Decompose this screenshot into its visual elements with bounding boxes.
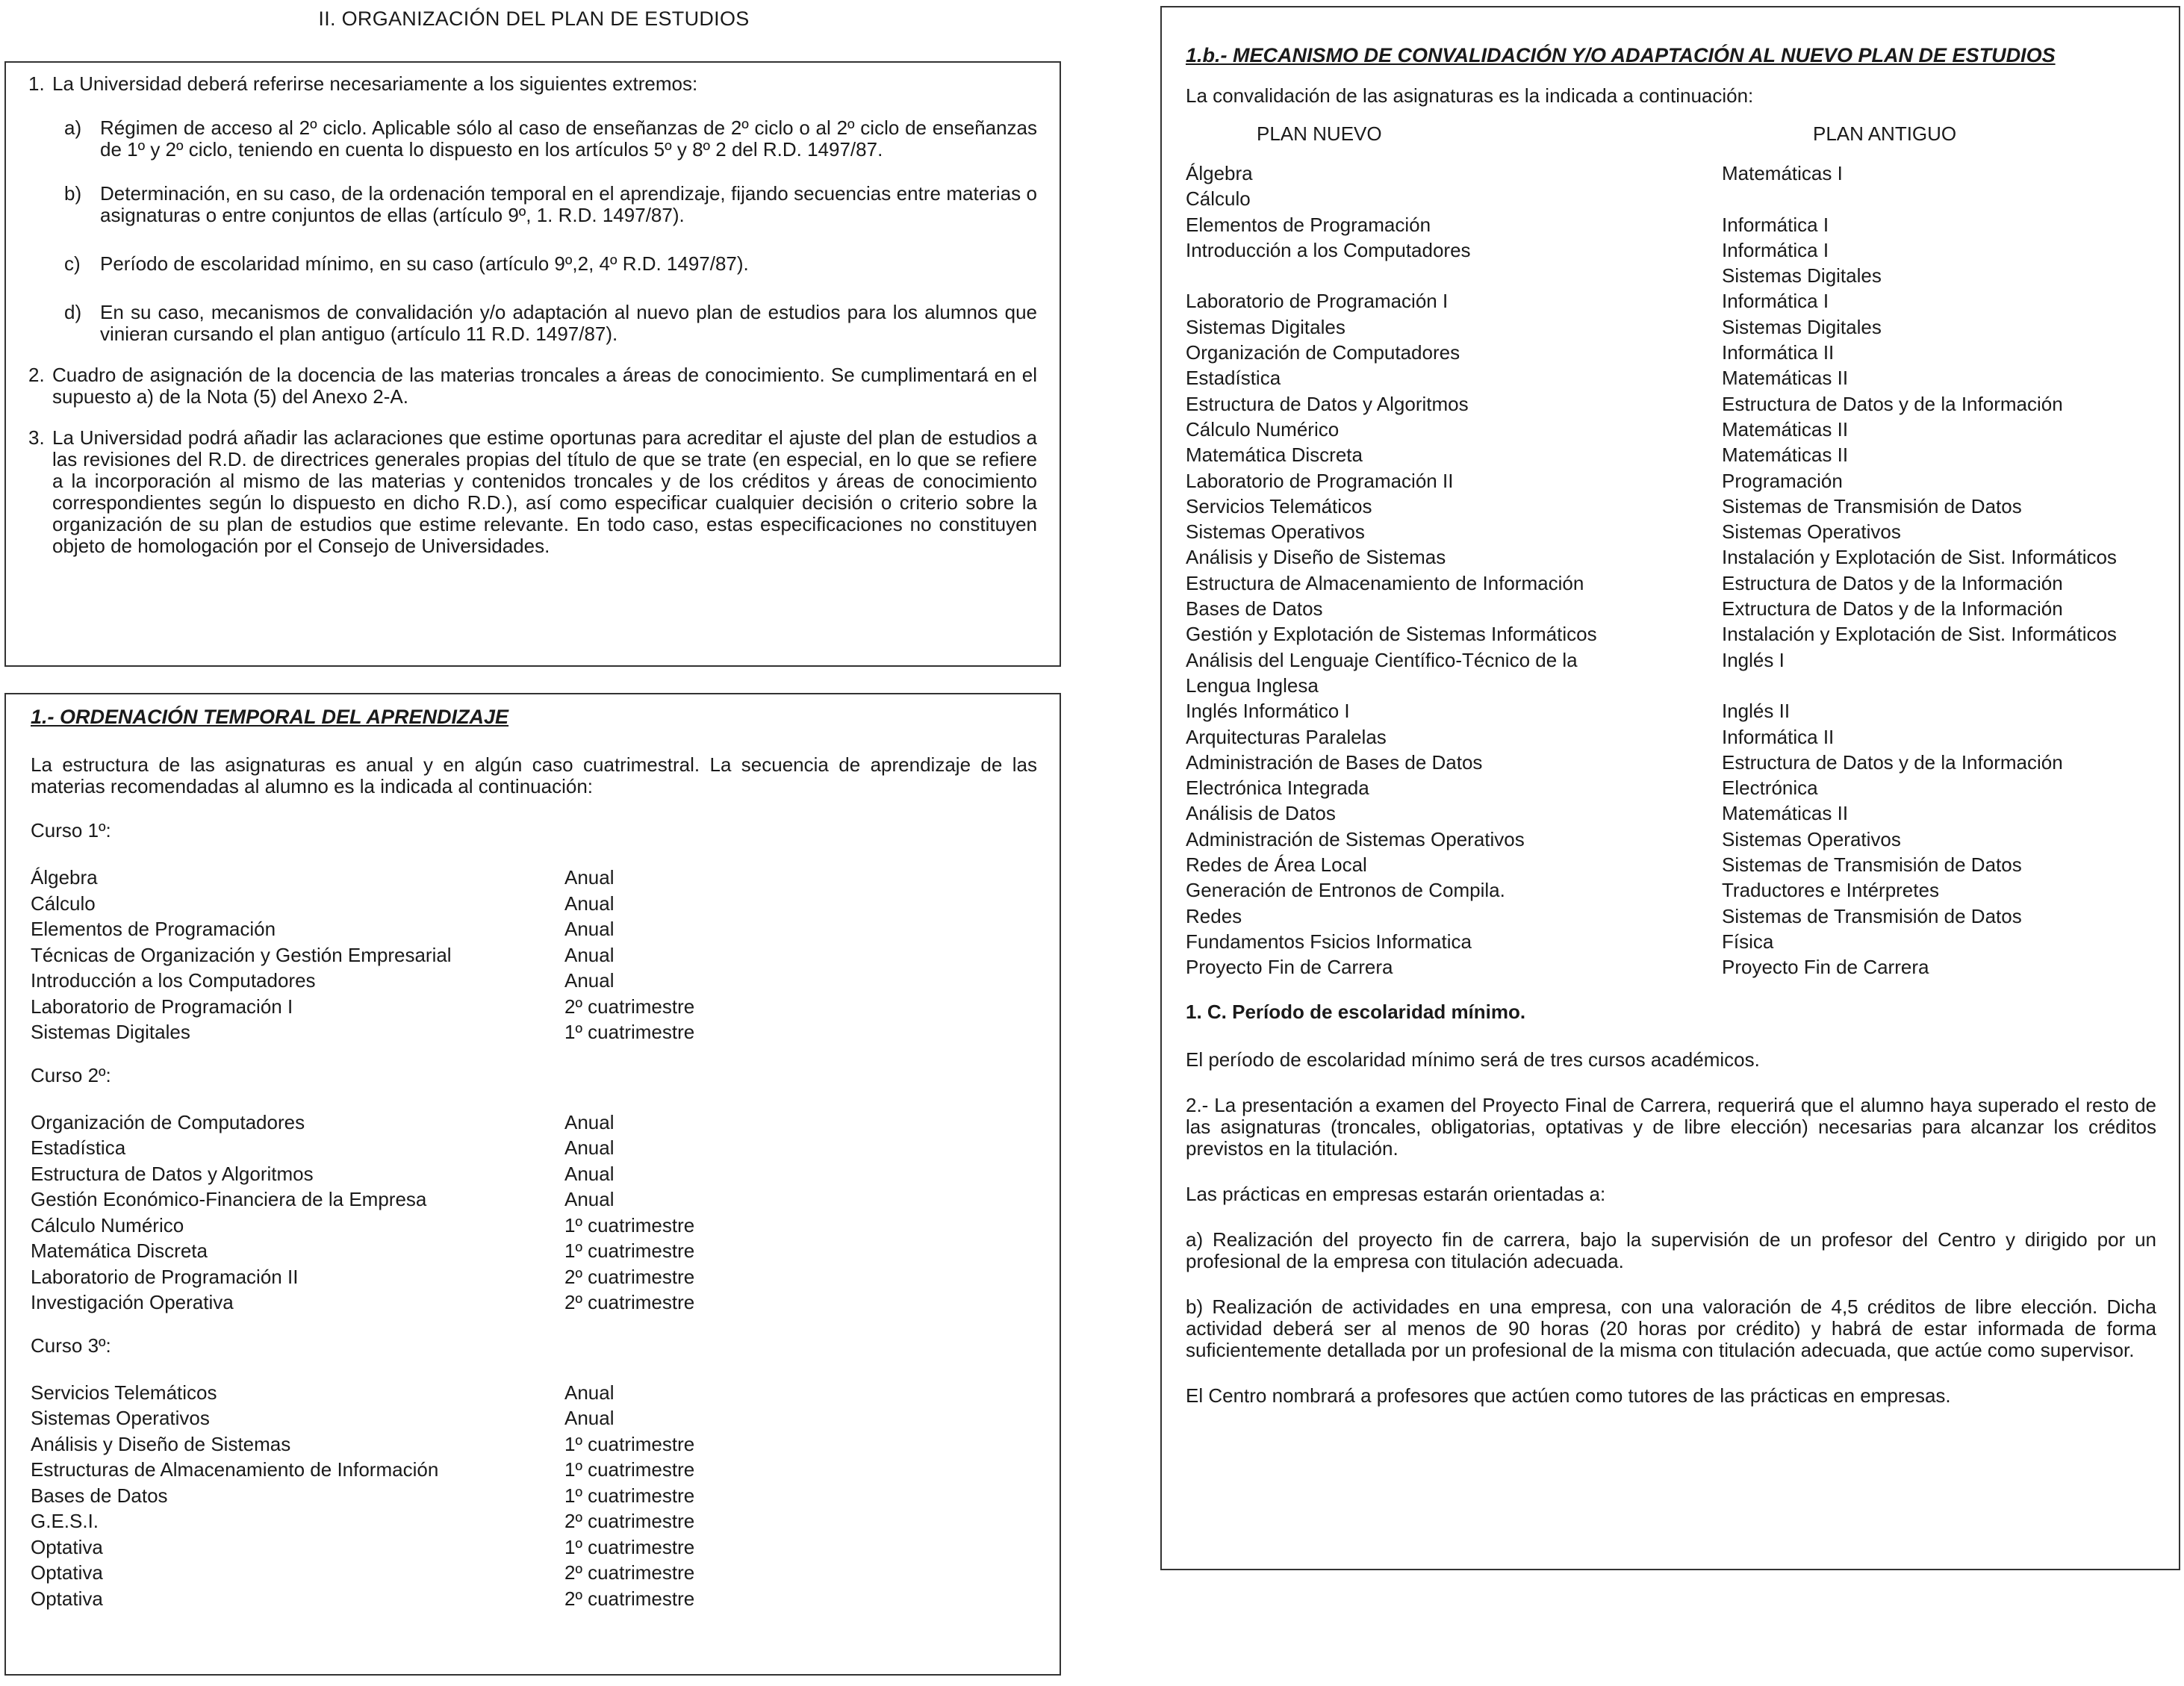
item-text: La Universidad deberá referirse necesariamente a los siguientes extremos:	[52, 72, 698, 95]
table-row	[1186, 597, 2156, 623]
sub-item-letter: b)	[64, 182, 82, 205]
duration-cell: 1º cuatrimestre	[564, 1432, 695, 1455]
duration-cell: 2º cuatrimestre	[564, 1291, 695, 1313]
sub-item-c	[28, 253, 1037, 275]
plan-antiguo-cell: Matemáticas II	[1722, 444, 1849, 467]
table-row	[1186, 956, 2156, 981]
sub-item-text: En su caso, mecanismos de convalidación y/o adaptación al nuevo plan de estudios para los alumnos que vinieran cursando el plan antiguo (artículo 11 R.D. 1497/87).	[100, 301, 1037, 345]
table-row	[31, 1510, 732, 1536]
sub-item-letter: a)	[64, 116, 82, 139]
sub-item-b	[28, 183, 1037, 226]
plan-antiguo-cell: Estructura de Datos y de la Información	[1722, 750, 2063, 774]
plan-antiguo-cell: Matemáticas II	[1722, 802, 1849, 825]
course-label: Curso 3º:	[31, 1334, 111, 1357]
table-row	[1186, 879, 2156, 904]
table-row	[1186, 777, 2156, 802]
plan-nuevo-cell: Arquitecturas Paralelas	[1186, 725, 1387, 748]
table-row	[31, 1381, 732, 1407]
plan-antiguo-cell: Extructura de Datos y de la Información	[1722, 597, 2063, 620]
table-row	[31, 1021, 732, 1047]
subject-cell: Introducción a los Computadores	[31, 969, 316, 992]
table-row	[31, 1291, 732, 1317]
convalidacion-box	[1160, 6, 2180, 1570]
duration-cell: Anual	[564, 1162, 615, 1185]
course-table	[31, 866, 732, 1047]
duration-cell: Anual	[564, 892, 615, 915]
plan-antiguo-cell: Instalación y Explotación de Sist. Informáticos	[1722, 546, 2117, 569]
periodo-paragraph-5: b) Realización de actividades en una empresa, con una valoración de 4,5 créditos de libre elección. Dicha actividad deberá ser al menos de 90 horas (20 horas por crédito) y habrá de estar informada de forma suficientemente detallada por un profesional de la misma con titulación adecuada, que actúe como supervisor.	[1186, 1295, 2156, 1361]
plan-nuevo-cell: Sistemas Digitales	[1186, 315, 1345, 338]
plan-antiguo-cell: Informática II	[1722, 341, 1835, 364]
subject-cell: Estadística	[31, 1136, 126, 1159]
plan-antiguo-cell: Informática I	[1722, 238, 1829, 261]
plan-nuevo-cell: Laboratorio de Programación II	[1186, 469, 1454, 492]
plan-antiguo-cell: Sistemas Digitales	[1722, 264, 1882, 287]
table-row	[1186, 674, 2156, 700]
table-row	[1186, 393, 2156, 418]
table-row	[1186, 623, 2156, 648]
requirement-item-2	[28, 364, 1037, 408]
table-row	[31, 1111, 732, 1137]
table-row	[1186, 444, 2156, 469]
subject-cell: Gestión Económico-Financiera de la Empresa	[31, 1188, 427, 1210]
subject-cell: Optativa	[31, 1561, 103, 1584]
subject-cell: Optativa	[31, 1587, 103, 1610]
sub-item-letter: c)	[64, 252, 81, 275]
plan-antiguo-cell: Traductores e Intérpretes	[1722, 879, 1939, 902]
duration-cell: 2º cuatrimestre	[564, 1587, 695, 1610]
duration-cell: Anual	[564, 1136, 615, 1159]
plan-nuevo-cell: Gestión y Explotación de Sistemas Informáticos	[1186, 623, 1597, 646]
sub-item-text: Régimen de acceso al 2º ciclo. Aplicable sólo al caso de enseñanzas de 2º ciclo o al 2º ciclo de enseñanzas de 1º y 2º ciclo, teniendo en cuenta lo dispuesto en los artículos 5º y 8º 2 del R.D. 1497/87.	[100, 116, 1037, 161]
plan-nuevo-cell: Administración de Bases de Datos	[1186, 750, 1483, 774]
plan-antiguo-cell: Matemáticas I	[1722, 162, 1843, 184]
table-row	[1186, 187, 2156, 213]
item-text: La Universidad podrá añadir las aclaraciones que estime oportunas para acreditar el ajuste del plan de estudios a las revisiones del R.D. de directrices generales propias del título de que se trate (en especial, en lo que se refiere a la incorporación al mismo de las materias y contenidos troncales y de los créditos y áreas de conocimiento correspondientes según lo dispuesto en dicho R.D.), así como especificar cualquier decisión o criterio sobre la organización de su plan de estudios que estime relevante. En todo caso, estas especificaciones no constituyen objeto de homologación por el Consejo de Universidades.	[52, 426, 1037, 557]
table-row	[31, 1433, 732, 1459]
table-row	[31, 1561, 732, 1587]
plan-nuevo-cell: Bases de Datos	[1186, 597, 1323, 620]
subject-cell: Cálculo	[31, 892, 96, 915]
duration-cell: Anual	[564, 969, 615, 992]
plan-nuevo-cell: Administración de Sistemas Operativos	[1186, 827, 1525, 850]
plan-antiguo-cell: Sistemas de Transmisión de Datos	[1722, 853, 2022, 877]
table-row	[31, 995, 732, 1021]
plan-nuevo-cell: Fundamentos Fsicios Informatica	[1186, 930, 1472, 953]
duration-cell: 1º cuatrimestre	[564, 1213, 695, 1236]
plan-nuevo-cell	[1186, 264, 1722, 290]
periodo-paragraph-2: 2.- La presentación a examen del Proyecto Final de Carrera, requerirá que el alumno haya superado el resto de las asignaturas (troncales, obligatorias, optativas y de libre elección) necesarias para alcanzar los créditos previstos en la titulación.	[1186, 1093, 2156, 1160]
table-row	[1186, 418, 2156, 444]
requirements-box	[4, 61, 1061, 667]
table-row	[31, 1266, 732, 1292]
periodo-paragraph-6: El Centro nombrará a profesores que actúen como tutores de las prácticas en empresas.	[1186, 1384, 1951, 1407]
table-row	[1186, 316, 2156, 341]
requirement-item-1	[28, 73, 1037, 95]
table-row	[31, 892, 732, 918]
table-row	[31, 866, 732, 892]
item-number: 1.	[28, 72, 45, 95]
plan-nuevo-cell: Proyecto Fin de Carrera	[1186, 956, 1393, 979]
plan-nuevo-cell: Sistemas Operativos	[1186, 520, 1365, 544]
duration-cell: 1º cuatrimestre	[564, 1535, 695, 1558]
plan-antiguo-cell: Informática II	[1722, 725, 1835, 748]
periodo-heading: 1. C. Período de escolaridad mínimo.	[1186, 1000, 1526, 1023]
subject-cell: Organización de Computadores	[31, 1110, 305, 1133]
convalidacion-table	[1186, 162, 2156, 982]
periodo-paragraph-4: a) Realización del proyecto fin de carrera, bajo la supervisión de un profesor del Centro y dirigido por un profesional de la empresa con titulación adecuada.	[1186, 1228, 2156, 1272]
plan-nuevo-cell: Servicios Telemáticos	[1186, 494, 1372, 517]
plan-nuevo-cell: Análisis de Datos	[1186, 802, 1336, 825]
plan-nuevo-cell: Cálculo	[1186, 187, 1251, 211]
plan-antiguo-cell: Estructura de Datos y de la Información	[1722, 571, 2063, 594]
page-title: II. ORGANIZACIÓN DEL PLAN DE ESTUDIOS	[318, 7, 750, 30]
table-row	[31, 1188, 732, 1214]
course-label: Curso 2º:	[31, 1063, 111, 1086]
periodo-paragraph-1: El período de escolaridad mínimo será de tres cursos académicos.	[1186, 1048, 1760, 1071]
sub-item-a	[28, 117, 1037, 161]
plan-nuevo-cell: Redes de Área Local	[1186, 853, 1367, 877]
table-row	[31, 1214, 732, 1240]
duration-cell: 1º cuatrimestre	[564, 1458, 695, 1481]
duration-cell: Anual	[564, 1381, 615, 1404]
plan-antiguo-cell: Estructura de Datos y de la Información	[1722, 392, 2063, 415]
table-row	[1186, 700, 2156, 725]
plan-nuevo-cell: Álgebra	[1186, 162, 1253, 184]
plan-antiguo-cell: Sistemas de Transmisión de Datos	[1722, 904, 2022, 927]
table-row	[1186, 495, 2156, 520]
plan-nuevo-cell: Estructura de Datos y Algoritmos	[1186, 392, 1469, 415]
duration-cell: Anual	[564, 1188, 615, 1210]
ordenacion-heading: 1.- ORDENACIÓN TEMPORAL DEL APRENDIZAJE	[31, 706, 509, 728]
table-row	[1186, 367, 2156, 392]
table-row	[1186, 828, 2156, 853]
table-row	[1186, 930, 2156, 956]
subject-cell: G.E.S.I.	[31, 1510, 99, 1532]
duration-cell: 2º cuatrimestre	[564, 995, 695, 1018]
table-row	[1186, 905, 2156, 930]
duration-cell: 2º cuatrimestre	[564, 1561, 695, 1584]
table-row	[1186, 751, 2156, 777]
course-table	[31, 1111, 732, 1317]
subject-cell: Elementos de Programación	[31, 918, 276, 940]
table-row	[31, 969, 732, 995]
table-row	[31, 1484, 732, 1511]
subject-cell: Bases de Datos	[31, 1484, 168, 1507]
subject-cell: Laboratorio de Programación II	[31, 1265, 299, 1288]
table-row	[1186, 546, 2156, 571]
table-row	[1186, 649, 2156, 674]
duration-cell: 2º cuatrimestre	[564, 1510, 695, 1532]
plan-antiguo-cell: Sistemas Digitales	[1722, 315, 1882, 338]
plan-antiguo-cell: Sistemas de Transmisión de Datos	[1722, 494, 2022, 517]
table-row	[31, 1587, 732, 1614]
plan-nuevo-cell: Laboratorio de Programación I	[1186, 290, 1449, 313]
subject-cell: Análisis y Diseño de Sistemas	[31, 1432, 291, 1455]
item-number: 3.	[28, 426, 45, 449]
duration-cell: Anual	[564, 1407, 615, 1429]
ordenacion-box	[4, 693, 1061, 1676]
sub-item-text: Determinación, en su caso, de la ordenación temporal en el aprendizaje, fijando secuencias entre materias o asignaturas o entre conjuntos de ellas (artículo 9º, 1. R.D. 1497/87).	[100, 182, 1037, 226]
plan-antiguo-cell: Sistemas Operativos	[1722, 520, 1901, 544]
plan-antiguo-cell: Física	[1722, 930, 1774, 953]
table-row	[31, 944, 732, 970]
plan-antiguo-cell: Programación	[1722, 469, 1843, 492]
sub-item-d	[28, 302, 1037, 345]
subject-cell: Laboratorio de Programación I	[31, 995, 293, 1018]
plan-nuevo-cell: Lengua Inglesa	[1186, 674, 1319, 697]
table-row	[1186, 853, 2156, 879]
course-label: Curso 1º:	[31, 819, 111, 842]
subject-cell: Cálculo Numérico	[31, 1213, 184, 1236]
table-row	[1186, 520, 2156, 546]
subject-cell: Técnicas de Organización y Gestión Empresarial	[31, 943, 452, 966]
plan-antiguo-cell: Informática I	[1722, 290, 1829, 313]
plan-antiguo-cell	[1722, 674, 2156, 700]
plan-nuevo-cell: Introducción a los Computadores	[1186, 238, 1471, 261]
plan-antiguo-cell: Electrónica	[1722, 777, 1818, 800]
subject-cell: Estructuras de Almacenamiento de Información	[31, 1458, 439, 1481]
subject-cell: Sistemas Operativos	[31, 1407, 210, 1429]
ordenacion-intro: La estructura de las asignaturas es anual y en algún caso cuatrimestral. La secuencia de aprendizaje de las materias recomendadas al alumno es la indicada al continuación:	[31, 753, 1037, 797]
plan-antiguo-cell: Inglés I	[1722, 648, 1785, 671]
column-header-plan-antiguo: PLAN ANTIGUO	[1813, 122, 1957, 145]
periodo-paragraph-3: Las prácticas en empresas estarán orientadas a:	[1186, 1182, 1606, 1205]
table-row	[1186, 802, 2156, 827]
plan-nuevo-cell: Inglés Informático I	[1186, 700, 1350, 723]
table-row	[31, 918, 732, 944]
plan-nuevo-cell: Generación de Entronos de Compila.	[1186, 879, 1505, 902]
table-row	[31, 1458, 732, 1484]
table-row	[31, 1163, 732, 1189]
subject-cell: Sistemas Digitales	[31, 1021, 190, 1043]
plan-antiguo-cell: Matemáticas II	[1722, 367, 1849, 390]
duration-cell: 1º cuatrimestre	[564, 1021, 695, 1043]
subject-cell: Matemática Discreta	[31, 1239, 208, 1262]
table-row	[31, 1136, 732, 1163]
table-row	[31, 1239, 732, 1266]
table-row	[1186, 162, 2156, 187]
subject-cell: Investigación Operativa	[31, 1291, 234, 1313]
plan-nuevo-cell: Estadística	[1186, 367, 1281, 390]
plan-nuevo-cell: Organización de Computadores	[1186, 341, 1460, 364]
table-row	[31, 1407, 732, 1433]
subject-cell: Optativa	[31, 1535, 103, 1558]
duration-cell: Anual	[564, 1110, 615, 1133]
plan-antiguo-cell: Proyecto Fin de Carrera	[1722, 956, 1929, 979]
plan-antiguo-cell: Matemáticas II	[1722, 417, 1849, 441]
duration-cell: 1º cuatrimestre	[564, 1484, 695, 1507]
duration-cell: Anual	[564, 918, 615, 940]
table-row	[1186, 290, 2156, 315]
convalidacion-intro: La convalidación de las asignaturas es la indicada a continuación:	[1186, 84, 1754, 107]
courses-container	[31, 818, 1037, 1613]
plan-nuevo-cell: Redes	[1186, 904, 1242, 927]
convalidacion-column-headers	[1186, 122, 2156, 146]
plan-antiguo-cell: Sistemas Operativos	[1722, 827, 1901, 850]
table-row	[1186, 264, 2156, 290]
sub-item-letter: d)	[64, 301, 82, 323]
plan-nuevo-cell: Cálculo Numérico	[1186, 417, 1340, 441]
sub-item-text: Período de escolaridad mínimo, en su caso (artículo 9º,2, 4º R.D. 1497/87).	[100, 252, 749, 275]
subject-cell: Servicios Telemáticos	[31, 1381, 217, 1404]
duration-cell: Anual	[564, 866, 615, 889]
plan-nuevo-cell: Análisis del Lenguaje Científico-Técnico de la	[1186, 648, 1578, 671]
plan-nuevo-cell: Estructura de Almacenamiento de Información	[1186, 571, 1584, 594]
table-row	[1186, 341, 2156, 367]
table-row	[1186, 239, 2156, 264]
plan-antiguo-cell	[1722, 187, 2156, 213]
subject-cell: Álgebra	[31, 866, 98, 889]
plan-nuevo-cell: Elementos de Programación	[1186, 213, 1431, 236]
item-number: 2.	[28, 364, 45, 386]
plan-nuevo-cell: Electrónica Integrada	[1186, 777, 1369, 800]
item-text: Cuadro de asignación de la docencia de las materias troncales a áreas de conocimiento. Se cumplimentará en el supuesto a) de la Nota (5) del Anexo 2-A.	[52, 364, 1037, 408]
plan-antiguo-cell: Informática I	[1722, 213, 1829, 236]
column-header-plan-nuevo: PLAN NUEVO	[1257, 122, 1382, 145]
convalidacion-heading: 1.b.- MECANISMO DE CONVALIDACIÓN Y/O ADAPTACIÓN AL NUEVO PLAN DE ESTUDIOS	[1186, 44, 2056, 66]
plan-antiguo-cell: Inglés II	[1722, 700, 1791, 723]
duration-cell: 2º cuatrimestre	[564, 1265, 695, 1288]
duration-cell: 1º cuatrimestre	[564, 1239, 695, 1262]
duration-cell: Anual	[564, 943, 615, 966]
plan-nuevo-cell: Análisis y Diseño de Sistemas	[1186, 546, 1446, 569]
table-row	[31, 1536, 732, 1562]
course-table	[31, 1381, 732, 1614]
table-row	[1186, 470, 2156, 495]
table-row	[1186, 214, 2156, 239]
plan-nuevo-cell: Matemática Discreta	[1186, 444, 1363, 467]
plan-antiguo-cell: Instalación y Explotación de Sist. Informáticos	[1722, 623, 2117, 646]
subject-cell: Estructura de Datos y Algoritmos	[31, 1162, 314, 1185]
requirement-item-3	[28, 427, 1037, 557]
table-row	[1186, 726, 2156, 751]
table-row	[1186, 572, 2156, 597]
